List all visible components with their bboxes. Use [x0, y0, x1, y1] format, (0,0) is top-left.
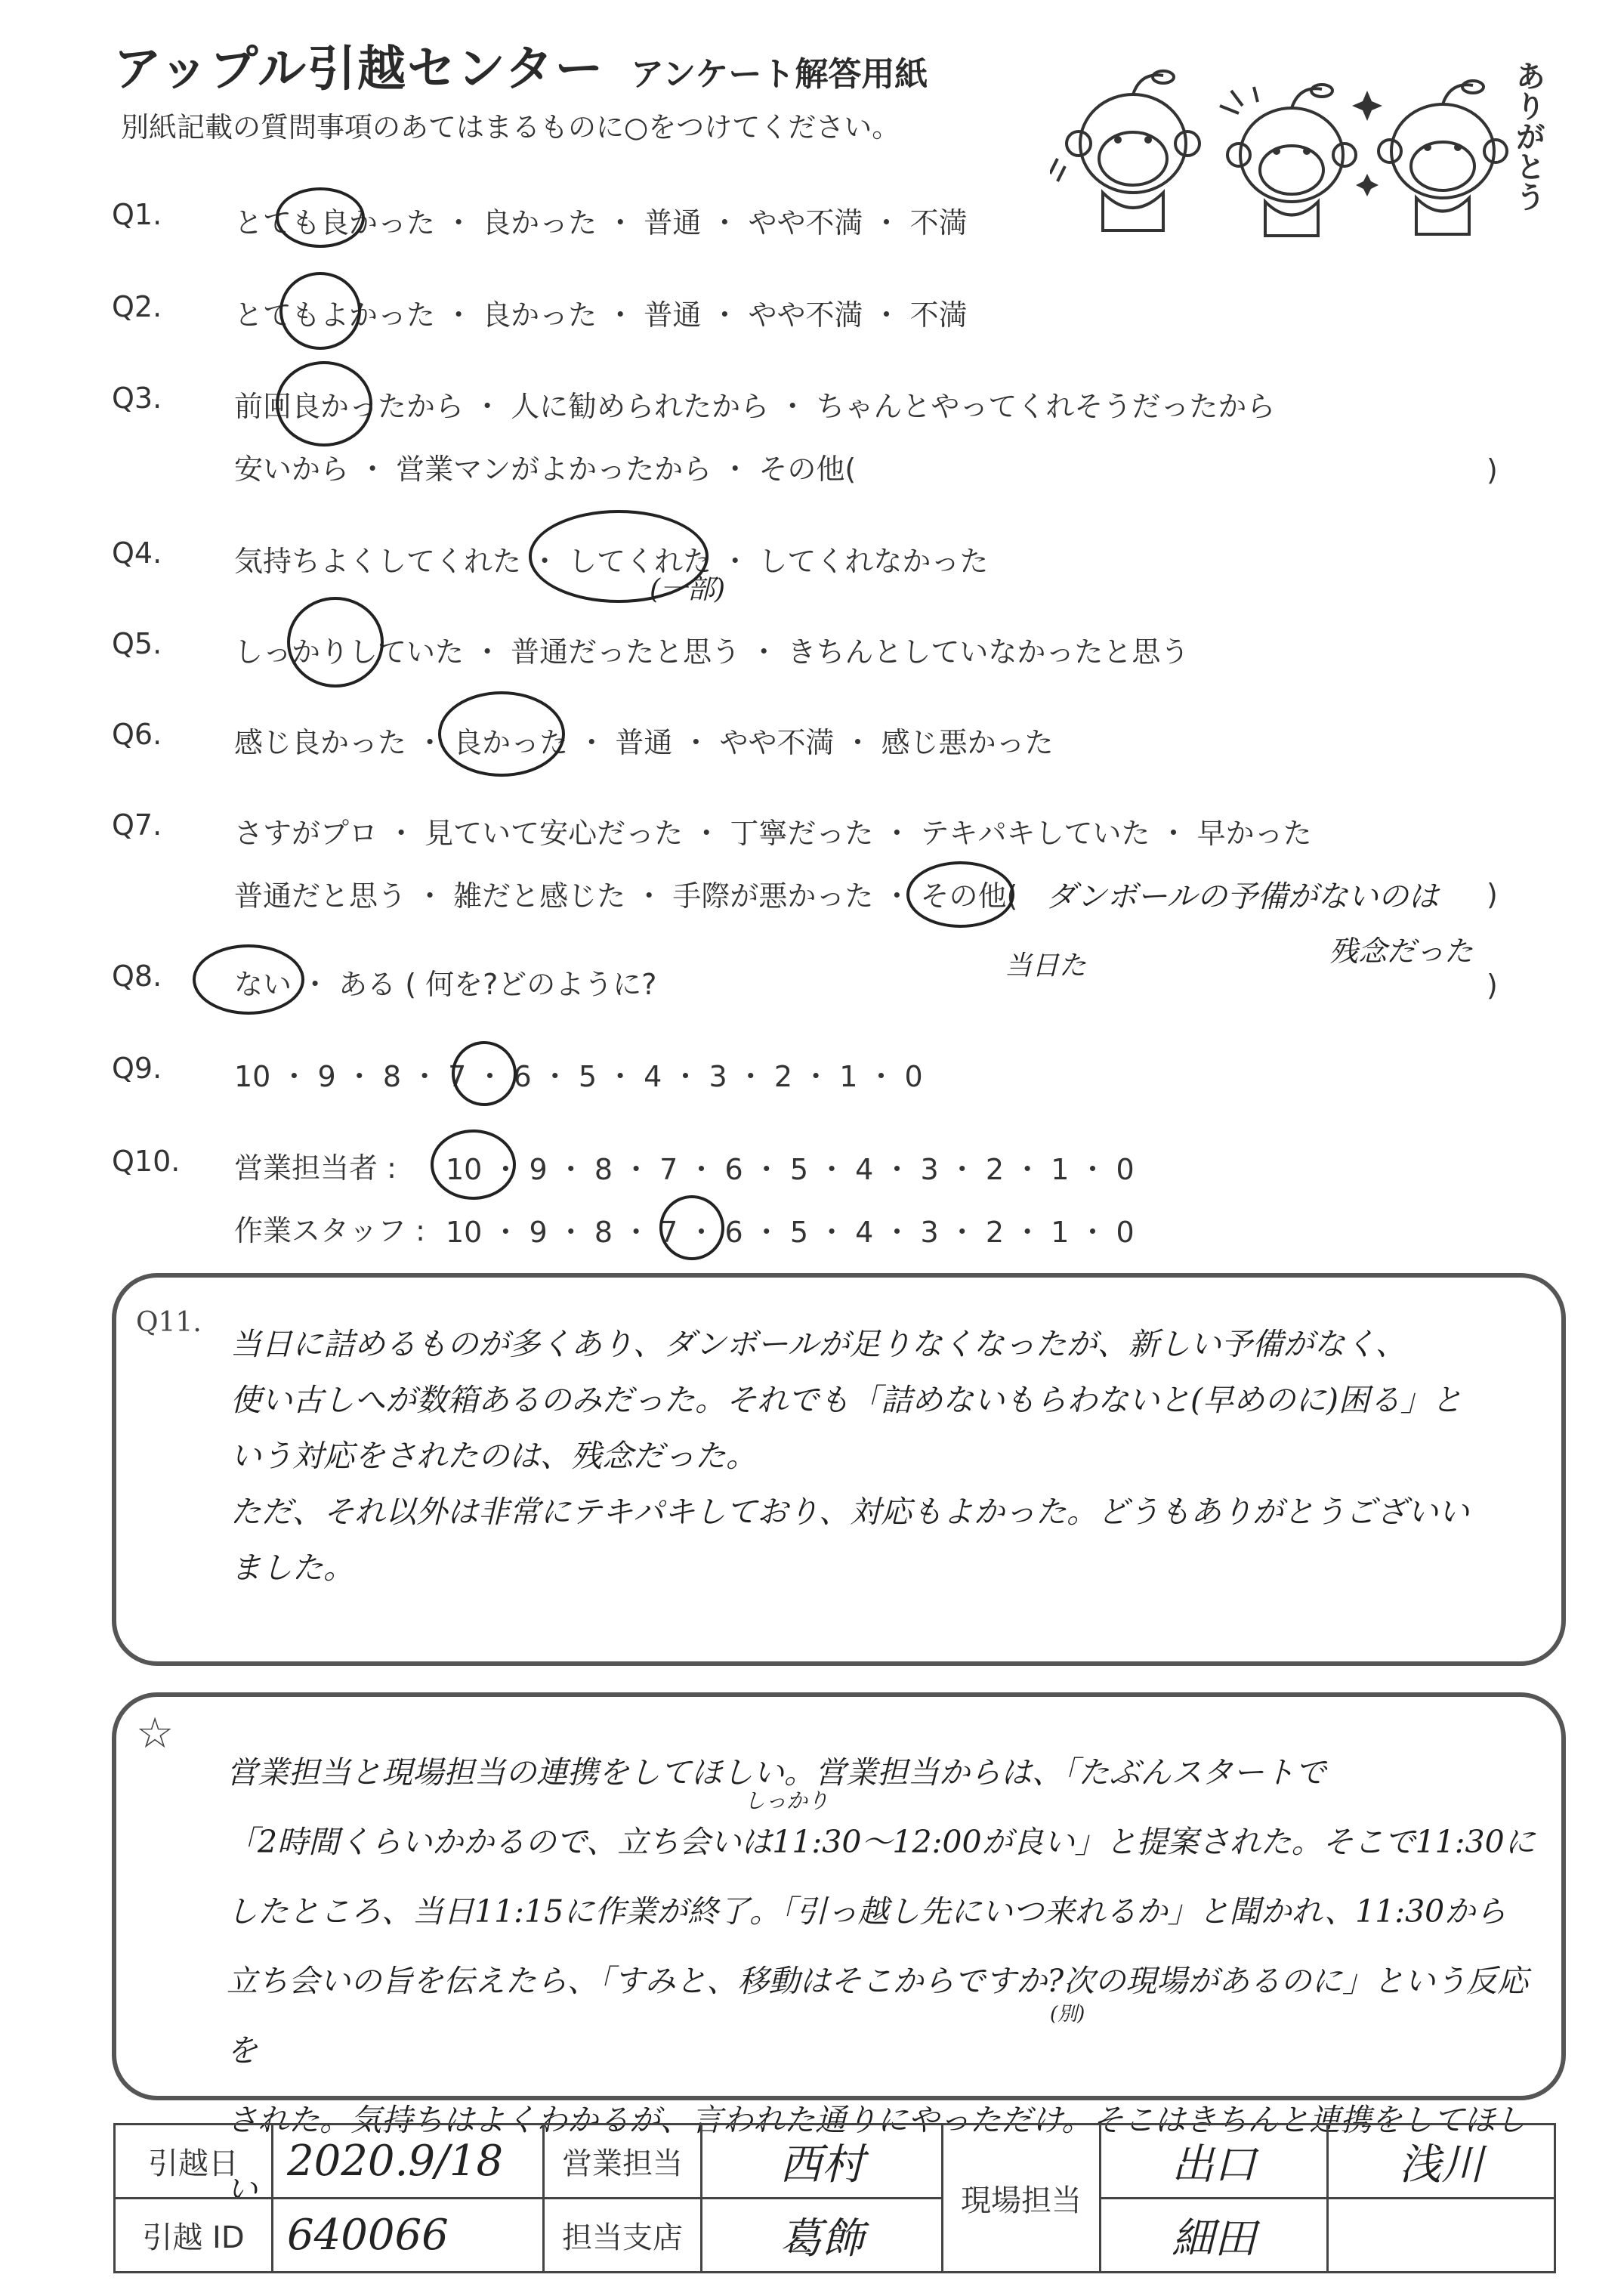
q7-note-line2: 残念だった [1329, 935, 1474, 968]
move-id-value: 640066 [273, 2199, 544, 2273]
q10-sales-scale[interactable]: 10 ・ 9 ・ 8 ・ 7 ・ 6 ・ 5 ・ 4 ・ 3 ・ 2 ・ 1 ・ 0 [446, 1153, 1135, 1186]
q4-options[interactable]: 気持ちよくしてくれた ・ してくれた ・ してくれなかった [234, 545, 989, 578]
q11-line: いう対応をされたのは、残念だった。 [230, 1438, 757, 1474]
q3-label: Q3. [112, 382, 162, 415]
q8-options[interactable]: ない ・ ある ( 何を?どのように? [234, 968, 657, 1001]
q11-line: 当日に詰めるものが多くあり、ダンボールが足りなくなったが、新しい予備がなく、 [230, 1326, 1406, 1362]
q9-selection-circle [452, 1041, 517, 1106]
q7-label: Q7. [112, 808, 162, 842]
q2-selection-circle [279, 272, 361, 350]
branch-value: 葛飾 [702, 2199, 943, 2273]
move-info-table [113, 2123, 1556, 2273]
q11-line: ました。 [230, 1550, 354, 1586]
q3-close-paren: ) [1487, 453, 1498, 487]
site-staff-3: 細田 [1101, 2199, 1328, 2273]
q7-note-line1: ダンボールの予備がないのは [1046, 879, 1439, 914]
form-title: アップル引越センター [113, 42, 605, 97]
q1-label: Q1. [112, 198, 162, 231]
q8-close-paren: ) [1487, 969, 1498, 1002]
q8-label: Q8. [112, 960, 162, 993]
thanks-text: ありがとう [1511, 60, 1545, 212]
move-id-label: 引越 ID [115, 2199, 273, 2273]
q8-selection-circle [193, 944, 304, 1015]
move-date-value: 2020.9/18 [273, 2125, 544, 2199]
q10-label: Q10. [112, 1145, 181, 1178]
star-line: したところ、当日11:15に作業が終了。「引っ越し先にいつ来れるか」と聞かれ、11:30から [227, 1893, 1507, 1930]
q7-options-line2[interactable]: 普通だと思う ・ 雑だと感じた ・ 手際が悪かった ・ その他( [234, 879, 1018, 913]
q10-sales-label: 営業担当者 : [234, 1151, 397, 1185]
q2-label: Q2. [112, 290, 162, 323]
mascot-illustration [1050, 45, 1564, 249]
sales-rep-value: 西村 [702, 2125, 943, 2199]
site-staff-1: 出口 [1101, 2125, 1328, 2199]
star-line: 立ち会いの旨を伝えたら、「すみと、移動はそこからですか?次の現場があるのに」という反応を [227, 1963, 1529, 2069]
star-line: 「2時間くらいかかるので、立ち会いは11:30〜12:00が良い」と提案された。そこで11:30に [227, 1824, 1536, 1860]
q9-label: Q9. [112, 1052, 162, 1085]
q5-label: Q5. [112, 627, 162, 660]
q3-selection-circle [276, 361, 372, 447]
q2-options[interactable]: とてもよかった ・ 良かった ・ 普通 ・ やや不満 ・ 不満 [234, 298, 968, 332]
star-insert-note-2: (別) [1050, 2003, 1085, 2026]
q10-staff-scale[interactable]: 10 ・ 9 ・ 8 ・ 7 ・ 6 ・ 5 ・ 4 ・ 3 ・ 2 ・ 1 ・ 0 [446, 1216, 1135, 1249]
q9-scale[interactable]: 10 ・ 9 ・ 8 ・ 7 ・ 6 ・ 5 ・ 4 ・ 3 ・ 2 ・ 1 ・ 0 [234, 1060, 923, 1093]
q6-options[interactable]: 感じ良かった ・ 良かった ・ 普通 ・ やや不満 ・ 感じ悪かった [234, 726, 1054, 759]
q5-options[interactable]: しっかりしていた ・ 普通だったと思う ・ きちんとしていなかったと思う [234, 635, 1190, 669]
q4-label: Q4. [112, 536, 162, 570]
site-staff-label: 現場担当 [943, 2125, 1101, 2273]
q1-selection-circle [276, 187, 365, 248]
star-icon: ☆ [136, 1709, 174, 1758]
q5-selection-circle [287, 597, 384, 688]
q6-selection-circle [438, 691, 565, 777]
q11-line: ただ、それ以外は非常にテキパキしており、対応もよかった。どうもありがとうございい [230, 1494, 1469, 1530]
q7-selection-circle [906, 861, 1014, 928]
form-subtitle: アンケート解答用紙 [631, 55, 928, 94]
q3-options-line1[interactable]: 前回良かったから ・ 人に勧められたから ・ ちゃんとやってくれそうだったから [234, 390, 1276, 423]
instruction-text: 別紙記載の質問事項のあてはまるものに○をつけてください。 [121, 111, 900, 144]
sales-rep-label: 営業担当 [544, 2125, 702, 2199]
q7-close-paren: ) [1487, 878, 1498, 911]
star-line: 営業担当と現場担当の連携をしてほしい。営業担当からは、「たぶんスタートで [227, 1754, 1326, 1791]
q4-note: (一部) [650, 574, 726, 605]
q10-staff-selection-circle [659, 1195, 724, 1260]
q7-options-line1[interactable]: さすがプロ ・ 見ていて安心だった ・ 丁寧だった ・ テキパキしていた ・ 早かった [234, 817, 1312, 850]
site-staff-empty [1328, 2199, 1555, 2273]
star-line: された。気持ちはよくわかるが、言われた通りにやっただけ。そこはきちんと連携をしてほしい [227, 2102, 1527, 2208]
site-staff-2: 浅川 [1328, 2125, 1555, 2199]
q6-label: Q6. [112, 718, 162, 751]
q11-label: Q11. [136, 1307, 202, 1338]
star-insert-note: しっかり [744, 1788, 829, 1813]
move-date-label: 引越日 [115, 2125, 273, 2199]
q11-comment-text [230, 1316, 1530, 1596]
q10-sales-selection-circle [431, 1130, 516, 1200]
branch-label: 担当支店 [544, 2199, 702, 2273]
q11-line: 使い古しへが数箱あるのみだった。それでも「詰めないもらわないと(早めのに)困る」と [230, 1382, 1462, 1418]
q10-staff-label: 作業スタッフ : [234, 1214, 425, 1247]
q3-options-line2[interactable]: 安いから ・ 営業マンがよかったから ・ その他( [234, 453, 857, 486]
q1-options[interactable]: とても良かった ・ 良かった ・ 普通 ・ やや不満 ・ 不満 [234, 206, 968, 239]
q7-note-insert: 当日た [1005, 950, 1087, 981]
